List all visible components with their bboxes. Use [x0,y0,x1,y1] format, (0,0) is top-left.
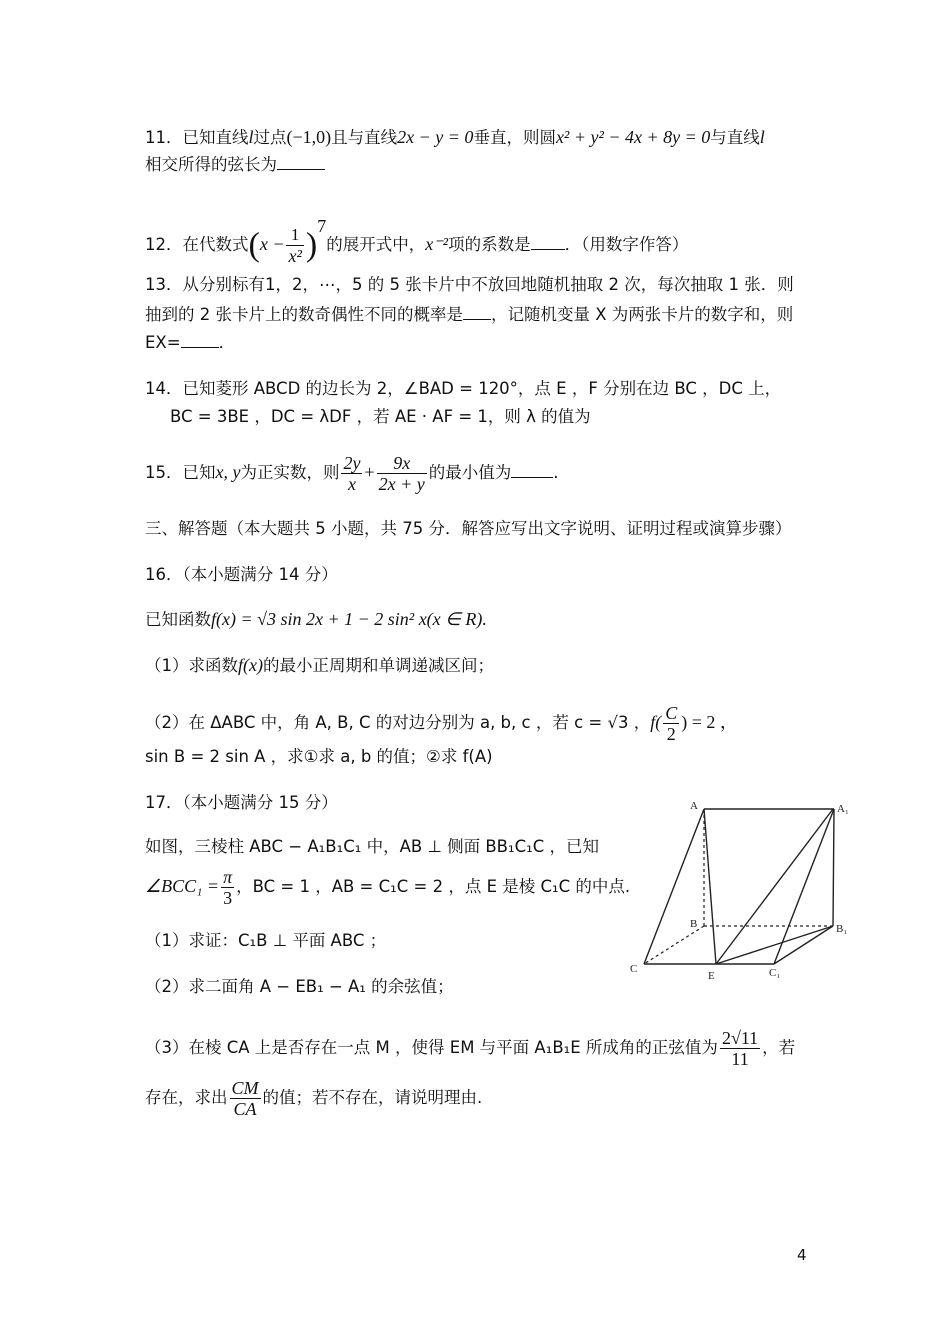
q13-line3 [145,332,235,354]
q11-text3: 且与直线 [331,128,398,147]
q16-part1 [145,654,494,677]
q15-text: 15．已知 [145,463,216,482]
q17-line2 [145,862,630,911]
q17-frac2: $\frac{2√11}{11}$ [721,1028,759,1069]
edge-AE [704,809,716,964]
q13-line2 [145,304,793,326]
q15-text2: 为正实数，则 [240,463,340,482]
answer-blank [463,305,491,320]
q12-rparen: ) [305,226,318,264]
q16-p1c: 的最小正周期和单调递减区间； [262,656,494,675]
q17-frac3: $\frac{CM}{CA}$ [231,1078,259,1119]
answer-blank [277,155,325,170]
q12-exp: 7 [317,216,327,236]
q13-text2b: ，记随机变量 X 为两张卡片的数字和，则 [491,305,794,324]
q17-line2b: ，BC = 1 ，AB = C₁C = 2 ，点 E 是棱 C₁C 的中点. [236,877,631,896]
label-C: C [630,963,638,975]
q16-p2f: f( [650,712,662,732]
q15-line [145,448,559,497]
q12-text3: 项的系数是 [448,235,531,254]
answer-blank [511,463,553,478]
q15-text4: . [553,463,559,482]
q13-text3a: EX= [145,333,181,352]
q14-line2: BC = 3BE ，DC = λDF ，若 AE · AF = 1，则 λ 的值为 [170,407,591,426]
q13-text2a: 抽到的 2 张卡片上的数奇偶性不同的概率是 [145,305,463,324]
q17-part3-line2 [145,1074,482,1122]
q16-func: f(x) = √3 sin 2x + 1 − 2 sin² x(x ∈ R). [211,609,487,629]
label-A: A [690,800,698,812]
q17-part1: （1）求证：C₁B ⊥ 平面 ABC ； [145,931,387,950]
q11-line2 [145,154,325,176]
q16-p1b: f(x) [238,655,263,675]
q12-line [145,204,688,268]
q17-p4a: 存在，求出 [145,1088,228,1107]
q12-term: x⁻² [425,234,449,254]
q16-p1a: （1）求函数 [145,656,238,675]
q11-l: l [248,127,254,147]
q15-plus: + [364,462,375,482]
edge-A1B1 [833,809,834,926]
q15-frac2: $\frac{9x}{2x + y}$ [378,453,425,494]
q12-text: 12．在代数式 [145,235,249,254]
label-C1: C₁ [769,967,781,979]
q16-part2 [145,698,738,747]
q11-line-eq: 2x − y = 0 [397,127,474,147]
q16-p2a: （2）在 ΔABC 中，角 A, B, C 的对边分别为 a, b, c ，若 c = √3 ， [145,713,651,732]
section-heading: 三、解答题（本大题共 5 小题，共 75 分．解答应写出文字说明、证明过程或演算步骤） [145,519,792,538]
edge-AC [644,809,704,964]
edge-A1C1 [774,809,834,964]
q17-title: 17．（本小题满分 15 分） [145,793,338,812]
q11-text: 11．已知直线 [145,128,249,147]
label-A1: A₁ [837,803,849,815]
q14-line1: 14．已知菱形 ABCD 的边长为 2，∠BAD = 120°，点 E ，F 分别在边 BC ，DC 上， [145,379,782,398]
q11-text4: 垂直，则圆 [473,128,556,147]
answer-blank [531,235,565,250]
q12-x: x − [259,234,285,254]
answer-blank [181,333,219,348]
label-B: B [690,918,698,930]
q16-text1a: 已知函数 [145,610,211,629]
prism-figure [624,796,864,986]
q16-frac: $\frac{C}{2}$ [665,703,678,744]
q15-text3: 的最小值为 [428,463,512,482]
q12-text2: 的展开式中， [326,235,426,254]
edge-EB1 [716,926,833,964]
q11-line1 [145,126,765,149]
edge-EA1 [716,809,833,964]
q15-vars: x, y [215,462,241,482]
page-number: 4 [797,1246,807,1264]
edge-C1B1 [774,926,833,964]
q12-lparen: ( [248,226,260,264]
q17-p4b: 的值；若不存在，请说明理由. [262,1088,483,1107]
q17-angle: ∠BCC₁ = [145,876,220,896]
q13-line1: 13．从分别标有1，2，⋯，5 的 5 张卡片中不放回地随机抽取 2 次，每次抽取 1 张．则 [145,275,794,294]
q11-circle-eq: x² + y² − 4x + 8y = 0 [555,127,711,147]
label-B1: B₁ [836,923,848,935]
q17-line1: 如图，三棱柱 ABC − A₁B₁C₁ 中，AB ⊥ 侧面 BB₁C₁C ，已知 [145,837,599,856]
q15-frac1: $\frac{2y}{x}$ [343,453,361,494]
q11-text5: 与直线 [710,128,760,147]
q17-frac: $\frac{\pi}{3}$ [223,867,233,908]
q11-l2: l [759,127,765,147]
q11-point: (−1,0) [286,127,332,147]
q17-p3a: （3）在棱 CA 上是否存在一点 M ，使得 EM 与平面 A₁B₁E 所成角的正弦值为 [145,1038,718,1057]
q17-part2: （2）求二面角 A − EB₁ − A₁ 的余弦值； [145,977,454,996]
q11-text6: 相交所得的弦长为 [145,155,277,174]
q12-text4: ．（用数字作答） [564,235,689,254]
q17-p3b: ，若 [762,1038,796,1057]
q16-p2end: ) = 2 ， [681,712,738,732]
q13-text3b: ． [218,333,236,352]
q16-line1 [145,608,487,631]
q16-title: 16．（本小题满分 14 分） [145,565,338,584]
q17-part3 [145,1024,795,1072]
q16-part2-line2: sin B = 2 sin A ，求①求 a, b 的值；②求 f(A) [145,747,493,766]
q11-text2: 过点 [253,128,287,147]
label-E: E [708,970,715,982]
edge-BC-hidden [644,926,704,964]
q12-frac: $\frac{1}{\text{x²}}$ [288,225,302,266]
